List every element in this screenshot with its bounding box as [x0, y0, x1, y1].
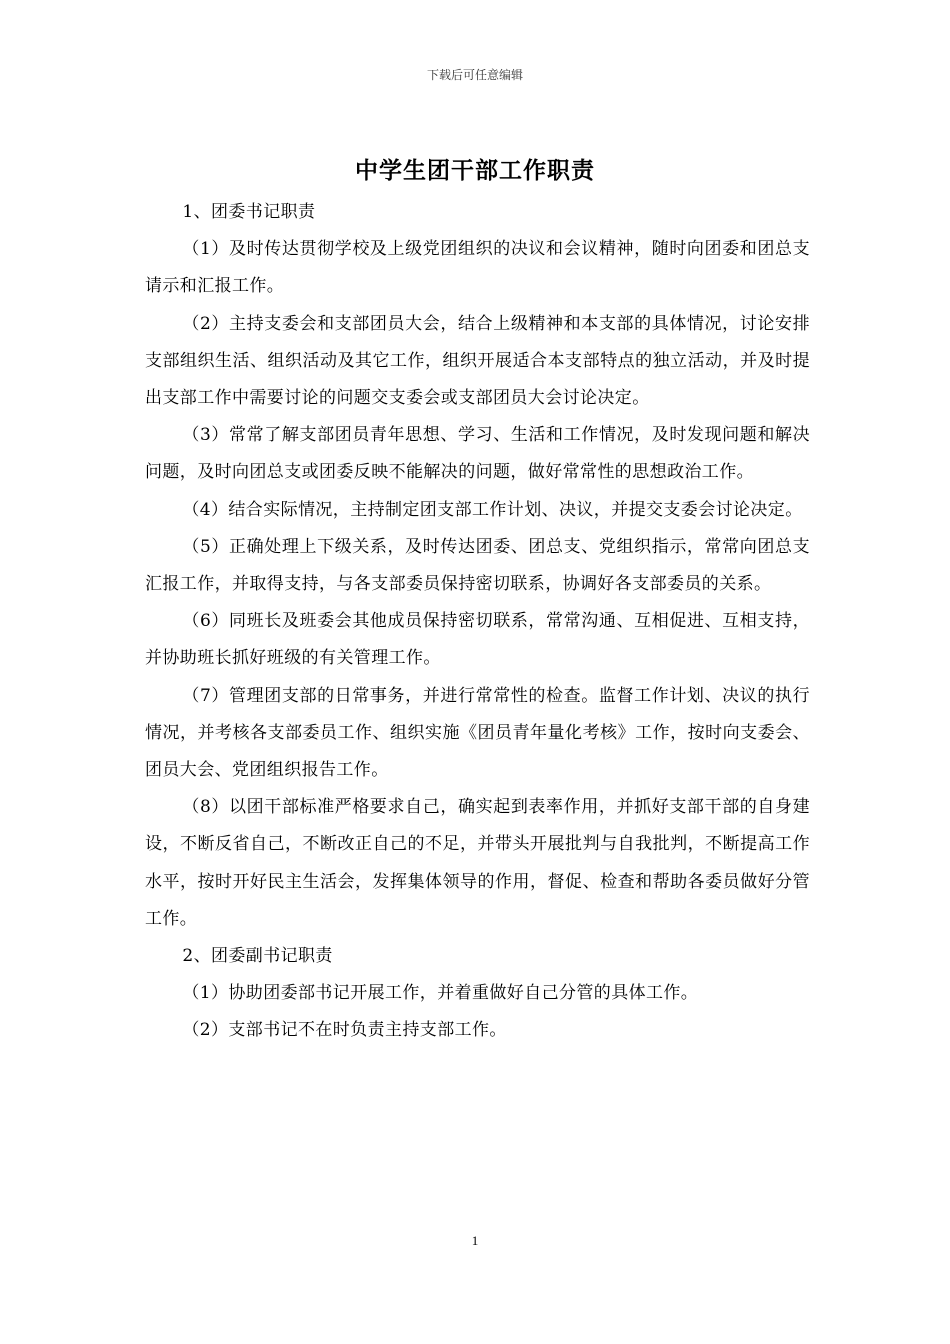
- paragraph: （4）结合实际情况，主持制定团支部工作计划、决议，并提交支委会讨论决定。: [182, 499, 803, 520]
- page-number: 1: [471, 1233, 479, 1248]
- paragraph: （8）以团干部标准严格要求自己，确实起到表率作用，并抓好支部干部的自身建设，不断反省自己，不断改正自己的不足，并带头开展批判与自我批判，不断提高工作水平，按时开好民主生活会，发挥集体领导的作用，督促、检查和帮助各委员做好分管工作。: [145, 797, 810, 929]
- paragraph: （6）同班长及班委会其他成员保持密切联系，常常沟通、互相促进、互相支持，并协助班长抓好班级的有关管理工作。: [145, 611, 810, 669]
- paragraph: （3）常常了解支部团员青年思想、学习、生活和工作情况，及时发现问题和解决问题，及时向团总支或团委反映不能解决的问题，做好常常性的思想政治工作。: [145, 425, 810, 483]
- paragraph: （2）主持支委会和支部团员大会，结合上级精神和本支部的具体情况，讨论安排支部组织生活、组织活动及其它工作，组织开展适合本支部特点的独立活动，并及时提出支部工作中需要讨论的问题交支委会或支部团员大会讨论决定。: [145, 313, 810, 409]
- paragraph: （1）协助团委部书记开展工作，并着重做好自己分管的具体工作。: [182, 983, 699, 1004]
- paragraph: （2）支部书记不在时负责主持支部工作。: [182, 1020, 507, 1041]
- document-body: [145, 194, 810, 1050]
- document-title: 中学生团干部工作职责: [355, 158, 595, 184]
- section-heading-2: 2、团委副书记职责: [182, 946, 333, 967]
- section-heading-1: 1、团委书记职责: [182, 202, 316, 222]
- paragraph: （1）及时传达贯彻学校及上级党团组织的决议和会议精神，随时向团委和团总支请示和汇报工作。: [145, 239, 810, 297]
- header-note: 下载后可任意编辑: [426, 68, 523, 82]
- paragraph: （7）管理团支部的日常事务，并进行常常性的检查。监督工作计划、决议的执行情况，并考核各支部委员工作、组织实施《团员青年量化考核》工作，按时向支委会、团员大会、党团组织报告工作。: [145, 685, 810, 781]
- paragraph: （5）正确处理上下级关系，及时传达团委、团总支、党组织指示，常常向团总支汇报工作，并取得支持，与各支部委员保持密切联系，协调好各支部委员的关系。: [145, 536, 810, 595]
